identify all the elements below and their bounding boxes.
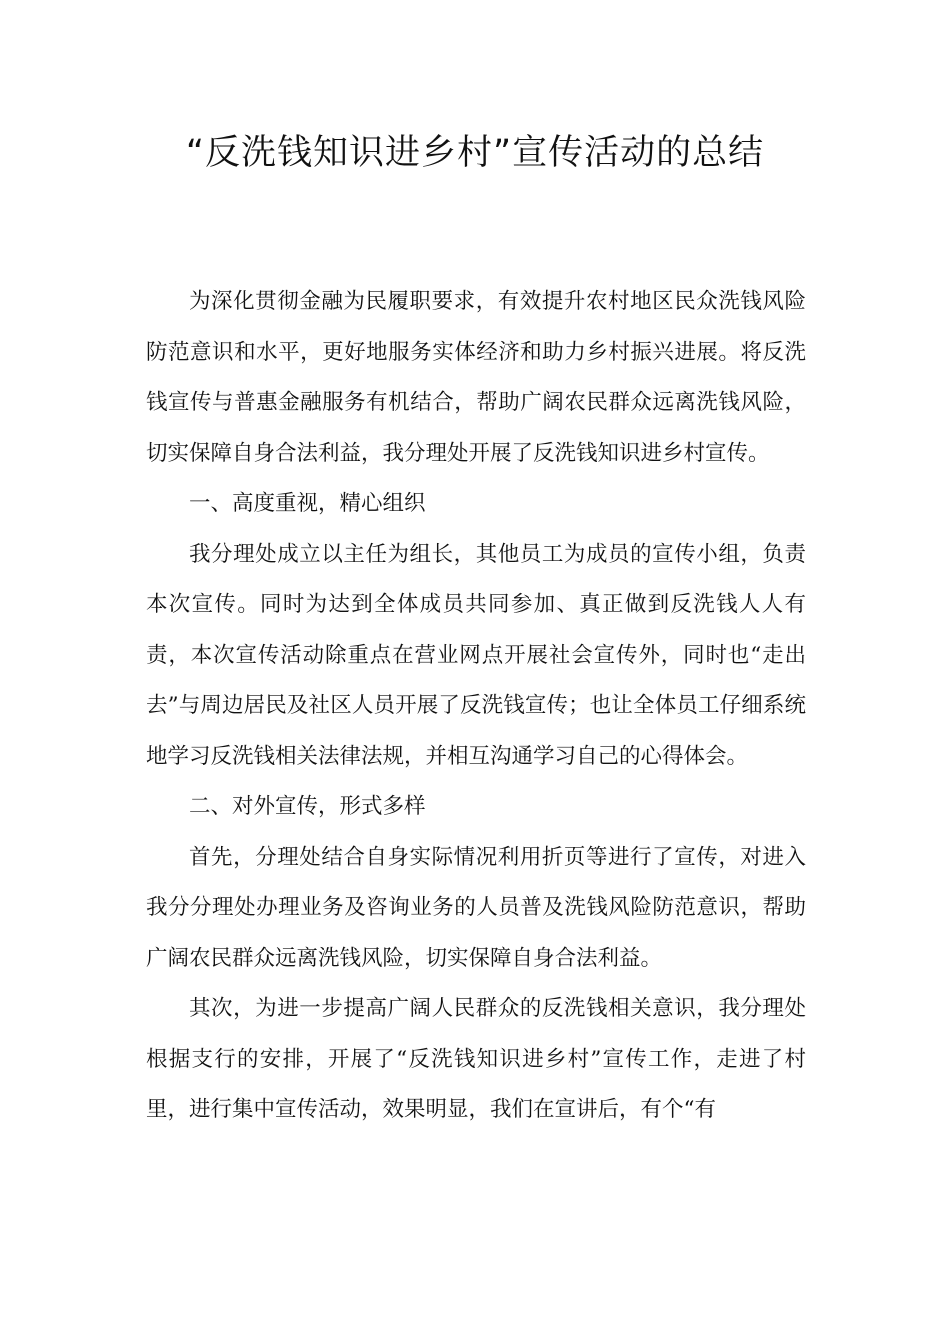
section-heading-2: 二、对外宣传，形式多样 bbox=[189, 794, 426, 819]
paragraph-organization: 我分理处成立以主任为组长，其他员工为成员的宣传小组，负责本次宣传。同时为达到全体成员共同参加、真正做到反洗钱人人有责，本次宣传活动除重点在营业网点开展社会宣传外，同时也“走出去”与周边居民及社区人员开展了反洗钱宣传；也让全体员工仔细系统地学习反洗钱相关法律法规，并相互沟通学习自己的心得体会。 bbox=[146, 541, 806, 769]
paragraph-intro: 为深化贯彻金融为民履职要求，有效提升农村地区民众洗钱风险防范意识和水平，更好地服务实体经济和助力乡村振兴进展。将反洗钱宣传与普惠金融服务有机结合，帮助广阔农民群众远离洗钱风险，切实保障自身合法利益，我分理处开展了反洗钱知识进乡村宣传。 bbox=[146, 289, 806, 466]
document-body bbox=[146, 277, 806, 1136]
paragraph-first: 首先，分理处结合自身实际情况利用折页等进行了宣传，对进入我分分理处办理业务及咨询业务的人员普及洗钱风险防范意识，帮助广阔农民群众远离洗钱风险，切实保障自身合法利益。 bbox=[146, 844, 806, 971]
paragraph-second: 其次，为进一步提高广阔人民群众的反洗钱相关意识，我分理处根据支行的安排，开展了“反洗钱知识进乡村”宣传工作，走进了村里，进行集中宣传活动，效果明显，我们在宣讲后，有个“有 bbox=[146, 996, 806, 1122]
section-heading-1: 一、高度重视，精心组织 bbox=[189, 491, 426, 516]
document-title: “反洗钱知识进乡村”宣传活动的总结 bbox=[185, 133, 765, 173]
